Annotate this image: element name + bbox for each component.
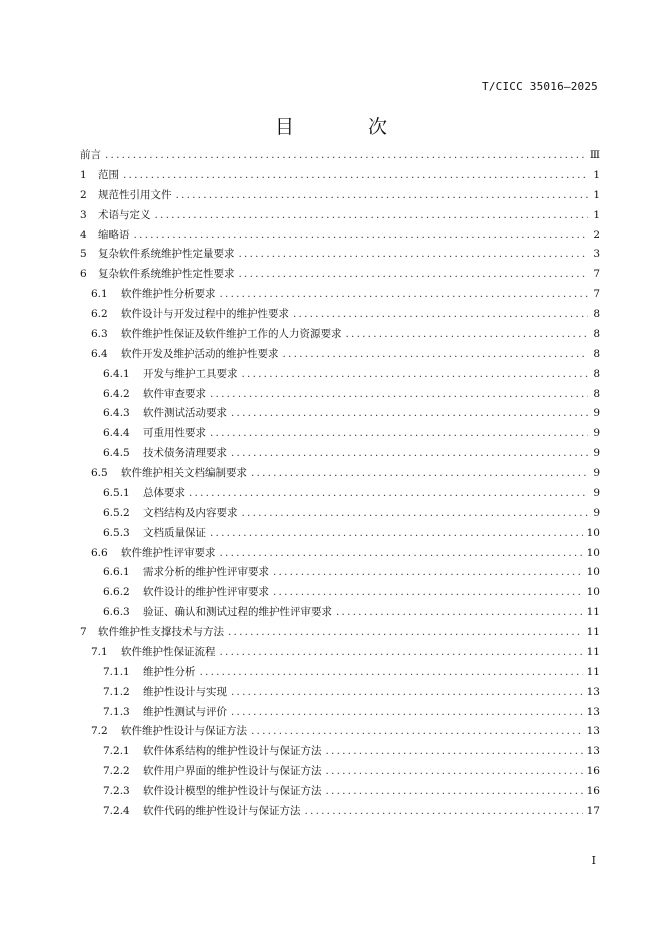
toc-entry[interactable] <box>80 246 600 266</box>
toc-title: 目 次 <box>274 116 422 138</box>
toc-entry-number: 2 <box>80 188 87 201</box>
toc-dot-leader <box>220 288 589 300</box>
toc-entry[interactable] <box>80 366 600 386</box>
toc-list <box>80 147 600 823</box>
toc-entry-page: 9 <box>593 407 600 420</box>
toc-entry-title: 需求分析的维护性评审要求 <box>143 566 269 579</box>
toc-dot-leader <box>251 725 583 737</box>
toc-dot-leader <box>273 566 583 578</box>
toc-entry-title: 软件设计与开发过程中的维护性要求 <box>121 308 289 320</box>
toc-dot-leader <box>251 467 588 479</box>
toc-entry-title: 维护性测试与评价 <box>143 705 227 718</box>
toc-dot-leader <box>283 348 589 360</box>
toc-entry[interactable] <box>80 704 600 724</box>
toc-dot-leader <box>231 686 583 698</box>
toc-entry[interactable] <box>80 147 600 167</box>
toc-entry[interactable] <box>80 266 600 286</box>
toc-entry[interactable] <box>80 604 600 624</box>
toc-entry-number: 7.2.3 <box>103 785 130 797</box>
toc-entry-title: 维护性分析 <box>143 665 196 678</box>
toc-entry-page: 11 <box>586 665 600 678</box>
toc-entry-title: 术语与定义 <box>98 208 151 221</box>
toc-entry-title: 可重用性要求 <box>143 427 206 440</box>
toc-dot-leader <box>231 706 583 718</box>
toc-entry-page: 13 <box>586 725 600 738</box>
toc-entry-page: 1 <box>593 168 600 181</box>
toc-dot-leader <box>210 388 588 400</box>
toc-entry-title: 缩略语 <box>98 228 130 241</box>
toc-entry[interactable] <box>80 803 600 823</box>
toc-entry-page: 7 <box>593 288 600 301</box>
toc-entry-page: 1 <box>593 208 600 221</box>
toc-entry[interactable] <box>80 525 600 545</box>
toc-entry-title: 复杂软件系统维护性定量要求 <box>98 248 235 261</box>
toc-entry[interactable] <box>80 346 600 366</box>
toc-entry-page: 10 <box>586 566 600 579</box>
toc-entry-title: 软件设计的维护性评审要求 <box>143 586 269 599</box>
toc-dot-leader <box>293 308 588 320</box>
toc-entry-title: 技术债务清理要求 <box>143 447 227 460</box>
toc-entry-number: 7.1.2 <box>103 685 130 698</box>
toc-entry-number: 6.6.1 <box>103 566 130 579</box>
toc-dot-leader <box>326 745 583 757</box>
toc-entry-number: 7.1 <box>91 645 108 658</box>
toc-dot-leader <box>326 765 583 777</box>
toc-entry-number: 6.5.1 <box>103 486 130 499</box>
toc-entry-title: 复杂软件系统维护性定性要求 <box>98 268 235 281</box>
toc-entry-title: 总体要求 <box>143 486 185 499</box>
toc-entry-page: 11 <box>586 626 600 638</box>
toc-dot-leader <box>189 487 588 499</box>
toc-entry-page: 17 <box>586 804 600 817</box>
toc-entry[interactable] <box>80 405 600 425</box>
toc-entry[interactable] <box>80 624 600 644</box>
toc-dot-leader <box>210 427 588 439</box>
toc-entry-title: 规范性引用文件 <box>98 188 172 201</box>
toc-entry-number: 6.4 <box>91 347 108 360</box>
toc-entry-page: 16 <box>586 785 600 797</box>
toc-entry-page: 9 <box>593 486 600 499</box>
toc-entry[interactable] <box>80 723 600 743</box>
toc-entry[interactable] <box>80 664 600 684</box>
toc-entry-page: 10 <box>586 526 600 539</box>
toc-entry-number: 5 <box>80 248 87 261</box>
toc-dot-leader <box>220 646 583 658</box>
toc-entry-title: 软件设计模型的维护性设计与保证方法 <box>143 785 322 797</box>
toc-entry[interactable] <box>80 485 600 505</box>
page-number: I <box>591 854 596 867</box>
toc-entry[interactable] <box>80 644 600 664</box>
toc-entry-number: 6.5 <box>91 467 108 479</box>
toc-entry-number: 6.6.2 <box>103 586 130 599</box>
toc-entry-page: 9 <box>593 447 600 460</box>
toc-dot-leader <box>273 586 583 598</box>
toc-entry-page: 3 <box>593 248 600 261</box>
toc-entry-title: 文档质量保证 <box>143 526 206 539</box>
toc-entry-page: 13 <box>586 685 600 698</box>
toc-entry-number: 6.3 <box>91 327 108 340</box>
toc-dot-leader <box>239 268 589 280</box>
toc-entry-number: 6.5.2 <box>103 506 130 519</box>
toc-entry-page: 13 <box>586 705 600 718</box>
toc-dot-leader <box>228 626 583 638</box>
toc-entry[interactable] <box>80 505 600 525</box>
toc-entry-number: 7.1.3 <box>103 705 130 718</box>
toc-entry[interactable] <box>80 564 600 584</box>
toc-dot-leader <box>155 209 589 221</box>
toc-entry[interactable] <box>80 386 600 406</box>
toc-dot-leader <box>305 805 583 817</box>
toc-entry[interactable] <box>80 684 600 704</box>
toc-entry-page: 10 <box>586 586 600 599</box>
toc-entry-number: 7.2.2 <box>103 765 130 778</box>
toc-entry[interactable] <box>80 545 600 565</box>
toc-entry-page: 7 <box>593 268 600 281</box>
toc-dot-leader <box>200 666 583 678</box>
toc-entry[interactable] <box>80 306 600 326</box>
toc-entry[interactable] <box>80 465 600 485</box>
toc-entry-title: 软件维护性评审要求 <box>121 546 216 559</box>
toc-dot-leader <box>123 169 588 181</box>
toc-entry-page: Ⅲ <box>589 149 600 161</box>
toc-entry-number: 6.4.3 <box>103 407 130 420</box>
toc-dot-leader <box>242 507 589 519</box>
toc-entry-page: 11 <box>586 645 600 658</box>
toc-entry-page: 8 <box>593 387 600 400</box>
toc-entry-number: 6.4.4 <box>103 427 130 440</box>
toc-entry-title: 前言 <box>80 149 101 161</box>
toc-entry-page: 10 <box>586 546 600 559</box>
toc-entry-number: 6.6 <box>91 546 108 559</box>
toc-entry-page: 1 <box>593 188 600 201</box>
toc-entry-title: 软件用户界面的维护性设计与保证方法 <box>143 765 322 778</box>
toc-entry-number: 3 <box>80 208 87 221</box>
toc-dot-leader <box>105 149 586 161</box>
toc-dot-leader <box>336 606 583 618</box>
toc-entry[interactable] <box>80 167 600 187</box>
toc-dot-leader <box>231 447 588 459</box>
toc-entry[interactable] <box>80 783 600 803</box>
toc-dot-leader <box>242 368 589 380</box>
toc-entry-number: 6.1 <box>91 288 108 301</box>
toc-entry-page: 9 <box>593 506 600 519</box>
toc-dot-leader <box>176 189 589 201</box>
toc-entry-number: 6.5.3 <box>103 526 130 539</box>
toc-entry-title: 软件维护性分析要求 <box>121 288 216 301</box>
toc-entry[interactable] <box>80 286 600 306</box>
toc-entry[interactable] <box>80 207 600 227</box>
toc-entry-page: 8 <box>593 347 600 360</box>
toc-dot-leader <box>220 547 583 559</box>
toc-entry-number: 6.4.5 <box>103 447 130 460</box>
toc-entry-number: 6.4.1 <box>103 367 130 380</box>
toc-entry-number: 7.1.1 <box>103 665 130 678</box>
toc-entry-title: 开发与维护工具要求 <box>143 367 238 380</box>
toc-entry-title: 软件维护性设计与保证方法 <box>121 725 247 738</box>
toc-entry-title: 软件开发及维护活动的维护性要求 <box>121 347 279 360</box>
toc-entry-title: 软件体系结构的维护性设计与保证方法 <box>143 745 322 758</box>
toc-entry-number: 7.2.4 <box>103 804 130 817</box>
toc-entry-page: 11 <box>586 606 600 619</box>
toc-entry-number: 6.6.3 <box>103 606 130 619</box>
toc-entry-title: 范围 <box>98 168 119 181</box>
toc-entry-page: 2 <box>593 228 600 241</box>
toc-entry[interactable] <box>80 743 600 763</box>
toc-entry-number: 6.2 <box>91 308 108 320</box>
toc-dot-leader <box>239 248 589 260</box>
toc-dot-leader <box>210 527 583 539</box>
toc-entry-page: 8 <box>593 308 600 320</box>
toc-entry-title: 软件审查要求 <box>143 387 206 400</box>
toc-dot-leader <box>231 407 588 419</box>
toc-entry-page: 9 <box>593 427 600 440</box>
toc-entry[interactable] <box>80 187 600 207</box>
toc-entry-number: 6 <box>80 268 87 281</box>
toc-entry-title: 验证、确认和测试过程的维护性评审要求 <box>143 606 332 619</box>
toc-entry-page: 13 <box>586 745 600 758</box>
toc-entry-page: 8 <box>593 327 600 340</box>
toc-entry[interactable] <box>80 445 600 465</box>
toc-dot-leader <box>134 229 589 241</box>
toc-entry[interactable] <box>80 763 600 783</box>
toc-entry[interactable] <box>80 227 600 247</box>
toc-dot-leader <box>326 785 583 797</box>
toc-entry-number: 7.2 <box>91 725 108 738</box>
toc-entry-number: 4 <box>80 228 87 241</box>
toc-entry-title: 软件维护性保证及软件维护工作的人力资源要求 <box>121 327 342 340</box>
toc-entry[interactable] <box>80 425 600 445</box>
toc-dot-leader <box>346 328 589 340</box>
toc-entry[interactable] <box>80 326 600 346</box>
toc-entry-title: 软件维护性支撑技术与方法 <box>98 626 224 638</box>
toc-entry-title: 软件测试活动要求 <box>143 407 227 420</box>
document-code: T/CICC 35016—2025 <box>482 80 598 93</box>
toc-entry-number: 1 <box>80 168 87 181</box>
toc-entry-title: 软件维护相关文档编制要求 <box>121 467 247 479</box>
toc-entry[interactable] <box>80 584 600 604</box>
toc-entry-title: 软件维护性保证流程 <box>121 645 216 658</box>
toc-entry-page: 9 <box>593 467 600 479</box>
toc-entry-number: 7.2.1 <box>103 745 130 758</box>
toc-entry-title: 维护性设计与实现 <box>143 685 227 698</box>
toc-entry-number: 6.4.2 <box>103 387 130 400</box>
toc-entry-title: 软件代码的维护性设计与保证方法 <box>143 804 301 817</box>
toc-entry-page: 16 <box>586 765 600 778</box>
toc-entry-page: 8 <box>593 367 600 380</box>
toc-entry-number: 7 <box>80 626 87 638</box>
toc-entry-title: 文档结构及内容要求 <box>143 506 238 519</box>
